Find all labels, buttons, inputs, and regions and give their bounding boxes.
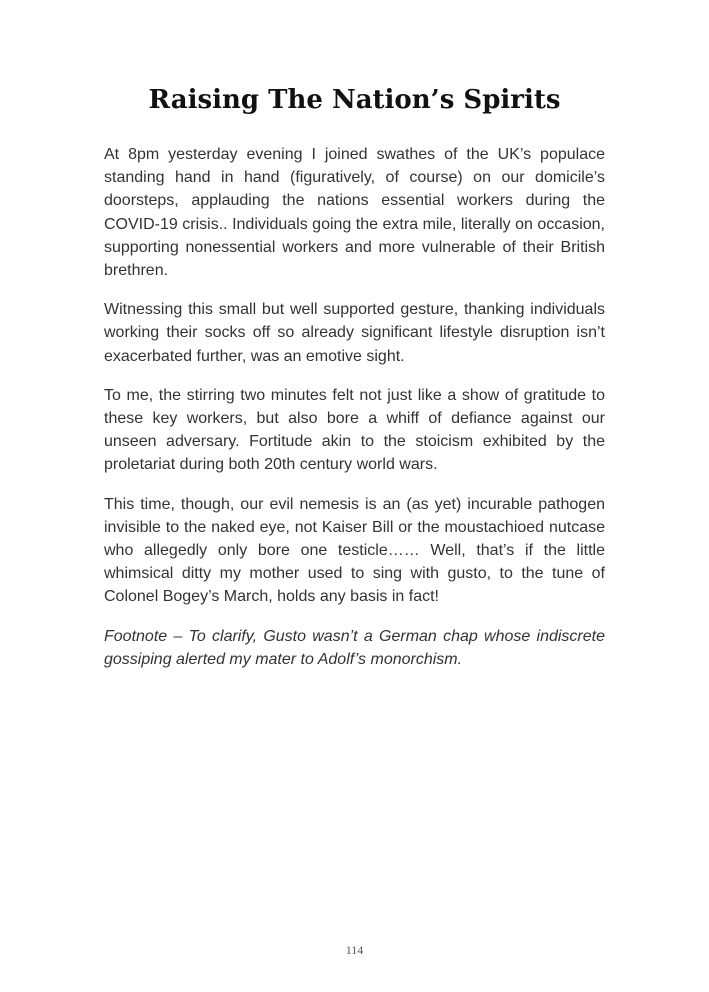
page-title: Raising The Nation’s Spirits xyxy=(148,85,561,115)
footnote: Footnote – To clarify, Gusto wasn’t a German chap whose indiscrete gossiping alerted my mater to Adolf’s monorchism. xyxy=(104,627,605,668)
paragraph-1: At 8pm yesterday evening I joined swathes of the UK’s populace standing hand in hand (figuratively, of course) on our domicile’s doorsteps, applauding the nations essential workers during the COVID-19 crisis.. Individuals going the extra mile, literally on occasion, supporting nonessential workers and more vulnerable of their British brethren. xyxy=(104,146,605,280)
paragraph-4: This time, though, our evil nemesis is an (as yet) incurable pathogen invisible to the naked eye, not Kaiser Bill or the moustachioed nutcase who allegedly only bore one testicle…… Well, that’s if the little whimsical ditty my mother used to sing with gusto, to the tune of Colonel Bogey’s March, holds any basis in fact! xyxy=(104,495,605,606)
article-body xyxy=(104,143,605,687)
paragraph-3: To me, the stirring two minutes felt not just like a show of gratitude to these key workers, but also bore a whiff of defiance against our unseen adversary. Fortitude akin to the stoicism exhibited by the proletariat during both 20th century world wars. xyxy=(104,386,605,474)
paragraph-2: Witnessing this small but well supported gesture, thanking individuals working their socks off so already significant lifestyle disruption isn’t exacerbated further, was an emotive sight. xyxy=(104,301,605,365)
page-number: 114 xyxy=(345,943,364,957)
